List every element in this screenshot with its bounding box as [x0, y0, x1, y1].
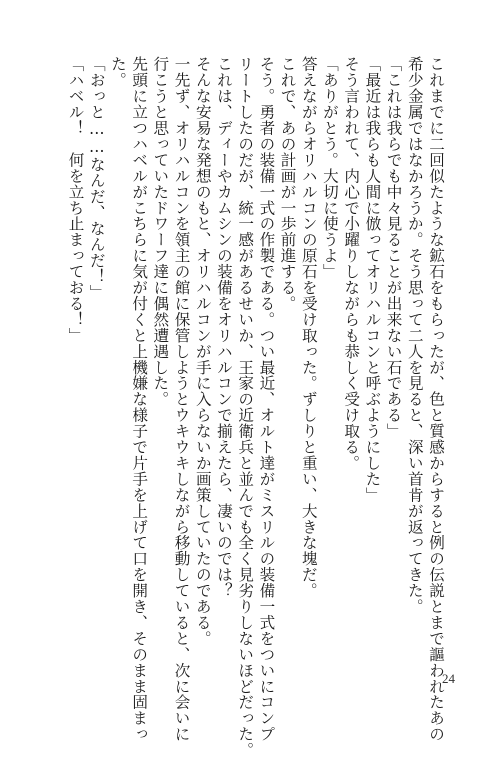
text-line: そんな安易な発想のもと、オリハルコンが手に入らないか画策していたのである。: [193, 56, 212, 647]
body-text: [64, 56, 446, 758]
text-line: 答えながらオリハルコンの原石を受け取った。ずしりと重い、大きな塊だ。: [299, 56, 318, 599]
text-line: 一先ず、オリハルコンを領主の館に保管しようとウキウキしながら移動していると、次に会いに: [172, 56, 191, 742]
text-line: そう言われて、内心で小躍りしながらも恭しく受け取る。: [342, 56, 361, 471]
text-line: これまでに二回似たような鉱石をもらったが、色と質感からすると例の伝説とまで謳われたあの: [427, 56, 445, 742]
text-line: た。: [108, 56, 127, 88]
text-line: 希少金属ではなかろうか。そう思って二人を見ると、深い首肯が返ってきた。: [405, 56, 424, 615]
text-line: 「ハベル！ 何を立ち止まっておる！」: [66, 56, 85, 344]
text-line: 「おっと……なんだ、なんだ！」: [87, 56, 106, 301]
text-line: 「ありがとう。大切に使うよ」: [320, 56, 339, 280]
text-line: 「これは我らでも中々見ることが出来ない石である」: [384, 56, 403, 439]
page-number: 24: [442, 671, 455, 686]
text-line: リートしたのだが、統一感があるせいか、王家の近衛兵と並んでも全く見劣りしないほどだった。: [236, 56, 255, 758]
text-line: そう。勇者の装備一式の作製である。つい最近、オルト達がミスリルの装備一式をついにコンプ: [257, 56, 276, 742]
text-line: これは、ディーやカムシンの装備をオリハルコンで揃えたら、凄いのでは？: [214, 56, 233, 599]
text-line: 行こうと思っていたドワーフ達に偶然遭遇した。: [151, 56, 170, 407]
text-line: 先頭に立つハベルがこちらに気が付くと上機嫌な様子で片手を上げて口を開き、そのまま固まっ: [130, 56, 149, 742]
text-line: 「最近は我らも人間に倣ってオリハルコンと呼ぶようにした」: [363, 56, 382, 503]
text-line: これで、あの計画が一歩前進する。: [278, 56, 297, 312]
